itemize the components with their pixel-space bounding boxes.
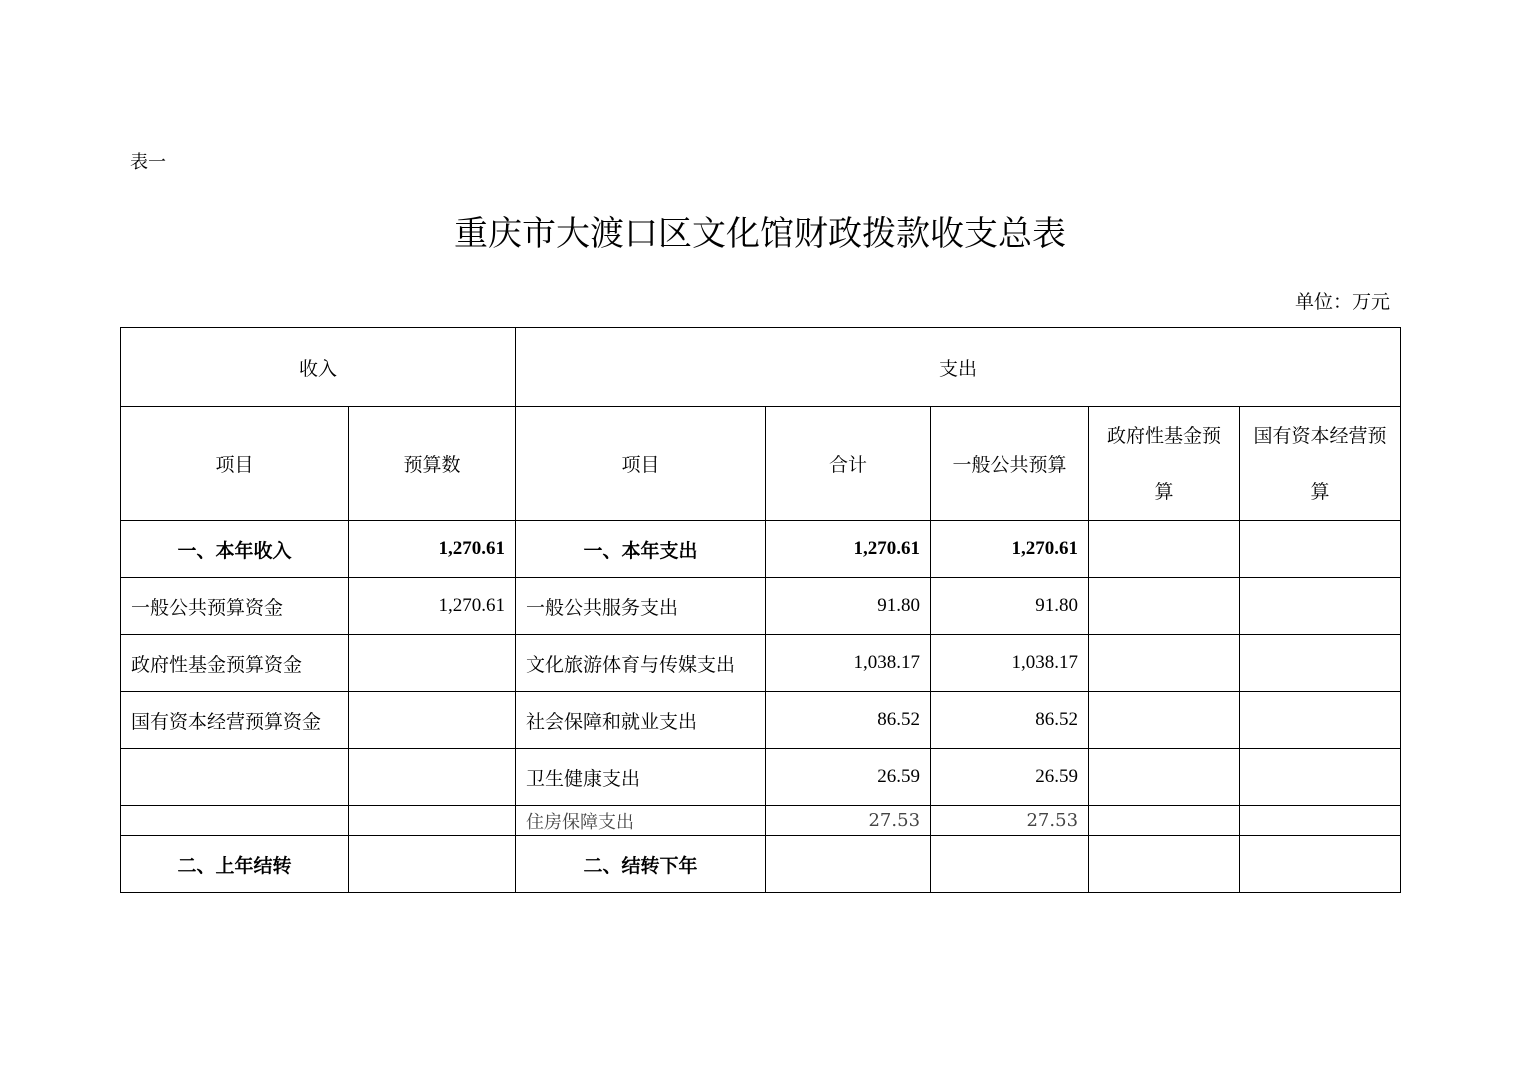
expense-group-header: 支出: [516, 328, 1401, 407]
budget-value: [349, 692, 516, 749]
income-group-header: 收入: [121, 328, 516, 407]
expense-item: 住房保障支出: [516, 806, 766, 836]
state-capital-value: [1240, 692, 1401, 749]
general-value: 86.52: [931, 692, 1089, 749]
income-item: [121, 749, 349, 806]
expense-item: 一、本年支出: [516, 521, 766, 578]
expense-item: 社会保障和就业支出: [516, 692, 766, 749]
expense-item: 二、结转下年: [516, 836, 766, 893]
income-item: 二、上年结转: [121, 836, 349, 893]
gov-fund-value: [1089, 635, 1240, 692]
gov-fund-value: [1089, 692, 1240, 749]
table-row: [121, 749, 1401, 806]
gov-fund-value: [1089, 806, 1240, 836]
gov-fund-value: [1089, 836, 1240, 893]
total-value: 1,270.61: [766, 521, 931, 578]
table-row: [121, 578, 1401, 635]
table-row: [121, 521, 1401, 578]
header-budget: 预算数: [349, 407, 516, 521]
state-capital-value: [1240, 521, 1401, 578]
table-label: 表一: [130, 152, 166, 173]
column-header-row: [121, 407, 1401, 521]
general-value: 26.59: [931, 749, 1089, 806]
total-value: 26.59: [766, 749, 931, 806]
summary-table: [120, 327, 1401, 893]
income-item: [121, 806, 349, 836]
total-value: 1,038.17: [766, 635, 931, 692]
state-capital-value: [1240, 635, 1401, 692]
page-title: 重庆市大渡口区文化馆财政拨款收支总表: [454, 214, 1066, 254]
table-row: [121, 635, 1401, 692]
state-capital-value: [1240, 578, 1401, 635]
budget-value: [349, 806, 516, 836]
unit-label: 单位：万元: [1294, 291, 1390, 313]
header-expense-item: 项目: [516, 407, 766, 521]
header-gov-fund: 政府性基金预算: [1089, 407, 1240, 521]
header-total: 合计: [766, 407, 931, 521]
gov-fund-value: [1089, 578, 1240, 635]
gov-fund-value: [1089, 749, 1240, 806]
income-item: 一般公共预算资金: [121, 578, 349, 635]
income-item: 国有资本经营预算资金: [121, 692, 349, 749]
budget-value: 1,270.61: [349, 578, 516, 635]
state-capital-value: [1240, 806, 1401, 836]
general-value: 1,038.17: [931, 635, 1089, 692]
group-header-row: [121, 328, 1401, 407]
header-state-capital: 国有资本经营预算: [1240, 407, 1401, 521]
budget-value: [349, 635, 516, 692]
general-value: 1,270.61: [931, 521, 1089, 578]
header-income-item: 项目: [121, 407, 349, 521]
total-value: 91.80: [766, 578, 931, 635]
expense-item: 文化旅游体育与传媒支出: [516, 635, 766, 692]
income-item: 一、本年收入: [121, 521, 349, 578]
gov-fund-value: [1089, 521, 1240, 578]
table-row: [121, 836, 1401, 893]
total-value: [766, 836, 931, 893]
budget-value: [349, 749, 516, 806]
state-capital-value: [1240, 749, 1401, 806]
income-item: 政府性基金预算资金: [121, 635, 349, 692]
general-value: [931, 836, 1089, 893]
general-value: 91.80: [931, 578, 1089, 635]
total-value: 86.52: [766, 692, 931, 749]
general-value: 27.53: [931, 806, 1089, 836]
total-value: 27.53: [766, 806, 931, 836]
header-general: 一般公共预算: [931, 407, 1089, 521]
expense-item: 卫生健康支出: [516, 749, 766, 806]
budget-value: [349, 836, 516, 893]
state-capital-value: [1240, 836, 1401, 893]
table-row: [121, 692, 1401, 749]
budget-value: 1,270.61: [349, 521, 516, 578]
expense-item: 一般公共服务支出: [516, 578, 766, 635]
table-row: [121, 806, 1401, 836]
